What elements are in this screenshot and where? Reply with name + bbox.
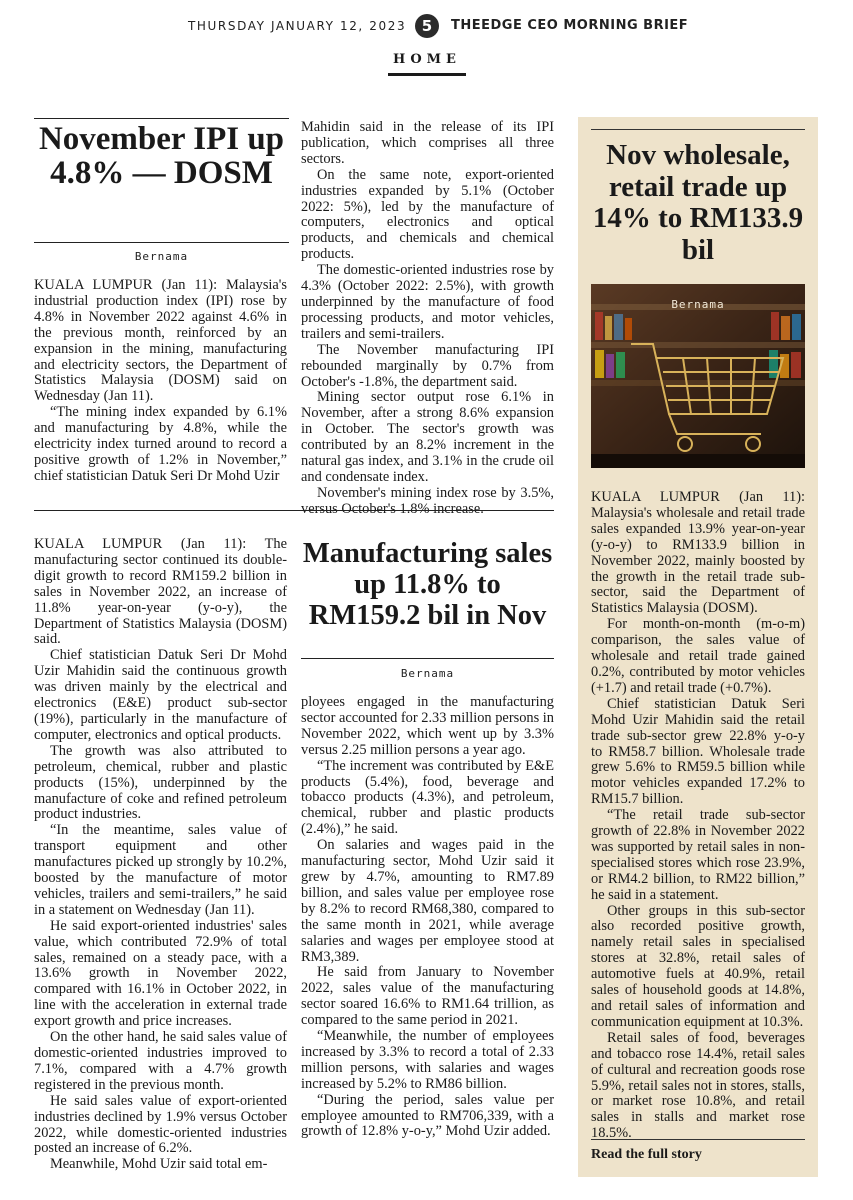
byline-rule <box>301 658 554 659</box>
byline-rule <box>34 242 289 243</box>
paragraph: He said from January to November 2022, sales value of the manufacturing sector soared 16.6% to RM1.64 trillion, as compared to the same period in 2021. <box>301 964 554 1029</box>
page-header <box>0 14 853 42</box>
manufacturing-headline: Manufacturing sales up 11.8% to RM159.2 bil in Nov <box>302 538 553 631</box>
paragraph: ployees engaged in the manufacturing sector accounted for 2.33 million persons in November 2022, which went up by 3.3% versus 2.25 million persons a year ago. <box>301 694 554 758</box>
paragraph: He said sales value of export-oriented industries declined by 1.9% versus October 2022, while domestic-oriented industries posted an increase of 6.2%. <box>34 1092 287 1157</box>
read-more-rule <box>591 1139 805 1140</box>
ipi-column-2 <box>301 119 554 517</box>
article-top-rule <box>34 118 289 119</box>
paragraph: “The increment was contributed by E&E products (5.4%), food, beverage and tobacco products (4.3%), and petroleum, chemical, rubber and plastic products (2.4%),” he said. <box>301 757 554 838</box>
paragraph: Mining sector output rose 6.1% in November, after a strong 8.6% expansion in October. The sector's growth was contributed by an 8.2% increment in the natural gas index, and 3.1% in the crude oil and condensate index. <box>301 389 554 485</box>
section-underline <box>388 73 466 76</box>
read-full-story-link[interactable]: Read the full story <box>591 1147 702 1162</box>
ipi-headline: November IPI up 4.8% — DOSM <box>38 121 285 191</box>
manufacturing-column-2 <box>301 695 554 1180</box>
paragraph: KUALA LUMPUR (Jan 11): Malaysia's industrial production index (IPI) rose by 4.8% in November 2022 against 4.6% in the previous month, reinforced by an expansion in the mining, manufacturing and electricity sectors, the Department of Statistics Malaysia (DOSM) said on Wednesday (Jan 11). <box>34 277 287 405</box>
paragraph: For month-on-month (m-o-m) comparison, the sales value of wholesale and retail trade gained 0.2%, contributed by motor vehicles (+1.7) and retail trade (+0.7%). <box>591 616 805 696</box>
issue-date: THURSDAY JANUARY 12, 2023 <box>188 19 407 33</box>
paragraph: On salaries and wages paid in the manufacturing sector, Mohd Uzir said it grew by 4.7%, amounting to RM7.89 billion, and sales value per employee rose by 8.2% to record RM68,380, compared to the same month in 2021, while average salaries and wages per employee stood at RM3,389. <box>301 837 554 965</box>
paragraph: Other groups in this sub-sector also recorded positive growth, namely retail sales in specialised stores at 32.8%, retail sales of automotive fuels at 40.9%, retail sales of household goods at 14.8%, and retail sales of information and communication equipment at 10.3%. <box>591 902 805 1030</box>
article-divider <box>34 510 554 511</box>
manufacturing-byline: Bernama <box>400 667 455 680</box>
retail-byline: Bernama <box>671 298 725 311</box>
retail-headline: Nov wholesale, retail trade up 14% to RM133.9 bil <box>592 139 804 266</box>
paragraph: The November manufacturing IPI rebounded marginally by 0.7% from October's -1.8%, the department said. <box>301 341 554 390</box>
paragraph: The growth was also attributed to petroleum, chemical, rubber and plastic products (15%), underpinned by the manufacture of coke and refined petroleum product industries. <box>34 742 287 823</box>
sidebar-top-rule <box>591 129 805 130</box>
ipi-byline: Bernama <box>134 250 189 263</box>
page-number-badge: 5 <box>415 14 439 38</box>
paragraph: Mahidin said in the release of its IPI publication, which comprises all three sectors. <box>301 119 554 167</box>
paragraph: KUALA LUMPUR (Jan 11): Malaysia's wholesale and retail trade sales expanded 13.9% year-on-year (y-o-y) to RM133.9 billion in November 2022, mainly boosted by the growth in the retail trade sub-sector, said the Department of Statistics Malaysia (DOSM). <box>591 489 805 617</box>
paragraph: Meanwhile, Mohd Uzir said total em- <box>50 1156 268 1173</box>
paragraph: Retail sales of food, beverages and tobacco rose 14.4%, retail sales of cultural and recreation goods rose 5.9%, retail sales not in stores, stalls, or market rose 10.8%, and retail sales in stalls and market rose 18.5%. <box>591 1029 805 1142</box>
paragraph: Chief statistician Datuk Seri Mohd Uzir Mahidin said the retail trade sub-sector grew 22.8% y-o-y to RM58.7 billion. Wholesale trade grew 5.6% to RM59.5 billion while motor vehicles expanded 17.2% to RM15.7 billion. <box>591 695 805 808</box>
section-label: HOME <box>393 52 461 67</box>
paragraph: KUALA LUMPUR (Jan 11): The manufacturing sector continued its double-digit growth to record RM159.2 billion in sales in November 2022, an increase of 11.8% year-on-year (y-o-y), the Department of Statistics Malaysia (DOSM) said. <box>34 536 287 648</box>
paragraph: “In the meantime, sales value of transport equipment and other manufactures picked up strongly by 10.2%, boosted by the manufacture of motor vehicles, trailers and semi-trailers,” he said in a statement on Wednesday (Jan 11). <box>34 822 287 918</box>
paragraph: On the same note, export-oriented industries expanded by 5.1% (October 2022: 5%), led by the manufacture of computers, electronics and optical products, and chemicals and chemical products. <box>301 166 554 263</box>
shopping-cart-icon <box>591 284 805 468</box>
paragraph: “The retail trade sub-sector growth of 22.8% in November 2022 was supported by retail sales in non-specialised stores which rose 23.9%, or RM4.2 billion, to RM22 billion,” he said in a statement. <box>591 807 805 903</box>
paragraph: November's mining index rose by 3.5%, versus October's 1.8% increase. <box>301 484 554 517</box>
paragraph: On the other hand, he said sales value of domestic-oriented industries improved to 7.1%, compared with a 4.7% growth registered in the previous month. <box>34 1029 287 1093</box>
paragraph: “Meanwhile, the number of employees increased by 3.3% to record a total of 2.33 million persons, with salaries and wages increased by 5.2% to RM86 billion. <box>301 1028 554 1092</box>
shopping-cart-photo <box>591 284 805 468</box>
paragraph: “The mining index expanded by 6.1% and manufacturing by 4.8%, while the electricity index turned around to record a positive growth of 1.2% in November,” chief statistician Datuk Seri Dr Mohd Uzir <box>34 404 287 484</box>
paragraph: He said export-oriented industries' sales value, which contributed 72.9% of total sales, remained on a steady pace, with a 13.6% growth in November 2022, compared with 16.1% in October 2022, in line with the acceleration in external trade export growth and price increases. <box>34 917 287 1030</box>
publication-name: THEEDGE CEO MORNING BRIEF <box>451 18 689 33</box>
paragraph: The domestic-oriented industries rose by 4.3% (October 2022: 2.5%), with growth underpinned by the manufacture of food processing products, and motor vehicles, trailers and semi-trailers. <box>301 262 554 342</box>
manufacturing-column-1 <box>34 537 287 1177</box>
paragraph: “During the period, sales value per employee amounted to RM706,339, with a growth of 12.8% y-o-y,” Mohd Uzir added. <box>301 1091 554 1140</box>
paragraph: Chief statistician Datuk Seri Dr Mohd Uzir Mahidin said the continuous growth was driven mainly by the electrical and electronics (E&E) product sub-sector (19%), particularly in the manufacture of computer, electronics and optical products. <box>34 647 287 743</box>
ipi-column-1 <box>34 278 287 490</box>
retail-body <box>591 489 805 1142</box>
